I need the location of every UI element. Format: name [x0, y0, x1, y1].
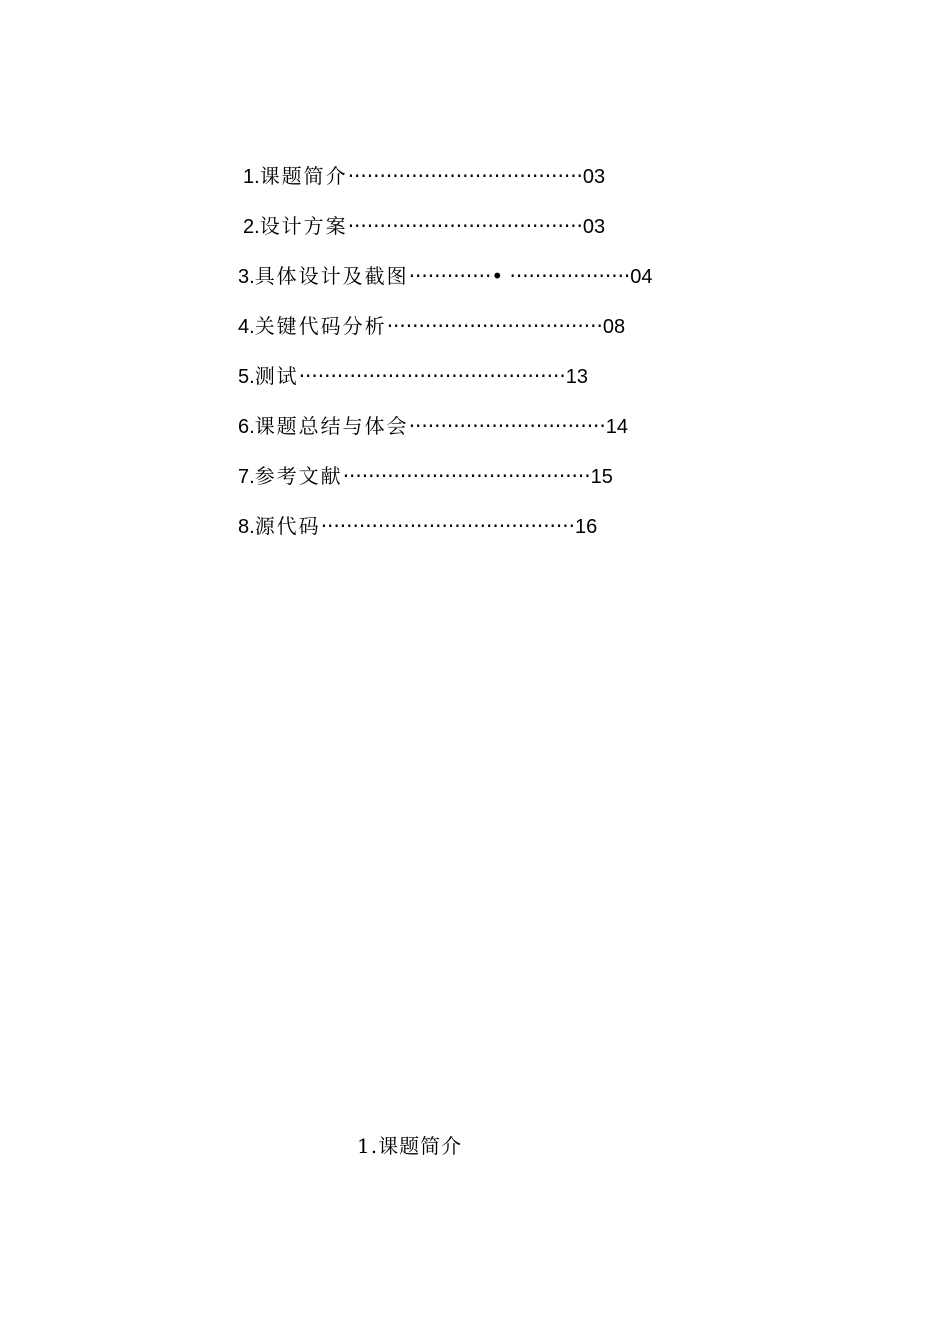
toc-entry-leader: ····································· — [347, 164, 583, 188]
toc-entry-title: 具体设计及截图 — [254, 264, 409, 288]
toc-entry-page: 13 — [565, 366, 588, 388]
toc-entry-page: 14 — [605, 416, 629, 438]
toc-entry-5[interactable] — [238, 360, 750, 410]
toc-entry-number: 1. — [243, 166, 260, 188]
toc-entry-leader: ·································· — [386, 314, 603, 338]
toc-entry-number: 4. — [238, 316, 255, 338]
toc-entry-leader: ·········································· — [298, 364, 566, 388]
toc-entry-leader: ·············• ··················· — [408, 264, 631, 288]
toc-entry-number: 5. — [238, 366, 255, 388]
toc-entry-page: 04 — [630, 266, 653, 288]
toc-entry-title: 源代码 — [254, 514, 321, 538]
toc-entry-page: 16 — [574, 516, 598, 538]
toc-entry-2[interactable] — [238, 210, 750, 260]
toc-entry-1[interactable] — [238, 160, 750, 210]
toc-entry-number: 7. — [238, 466, 255, 488]
toc-entry-6[interactable] — [238, 410, 750, 460]
toc-entry-8[interactable] — [238, 510, 750, 560]
section-heading: 1.课题简介 — [357, 1134, 463, 1158]
toc-entry-4[interactable] — [238, 310, 750, 360]
toc-entry-title: 测试 — [254, 364, 299, 388]
toc-entry-page: 15 — [590, 466, 613, 488]
toc-entry-number: 2. — [243, 216, 260, 238]
toc-entry-number: 6. — [238, 416, 255, 438]
toc-entry-page: 03 — [582, 216, 606, 238]
table-of-contents — [238, 160, 750, 560]
toc-entry-title: 参考文献 — [254, 464, 343, 488]
toc-entry-title: 关键代码分析 — [254, 314, 387, 338]
toc-entry-title: 课题简介 — [259, 164, 348, 188]
toc-entry-number: 3. — [238, 266, 255, 288]
toc-entry-leader: ······································· — [342, 464, 591, 488]
toc-entry-page: 03 — [582, 166, 606, 188]
toc-entry-title: 课题总结与体会 — [254, 414, 409, 438]
toc-entry-leader: ········································ — [320, 514, 575, 538]
toc-entry-number: 8. — [238, 516, 255, 538]
toc-entry-leader: ····································· — [347, 214, 583, 238]
toc-entry-page: 08 — [602, 316, 626, 338]
toc-entry-title: 设计方案 — [259, 214, 348, 238]
toc-entry-3[interactable] — [238, 260, 750, 310]
toc-entry-7[interactable] — [238, 460, 750, 510]
toc-entry-leader: ······························· — [408, 414, 606, 438]
